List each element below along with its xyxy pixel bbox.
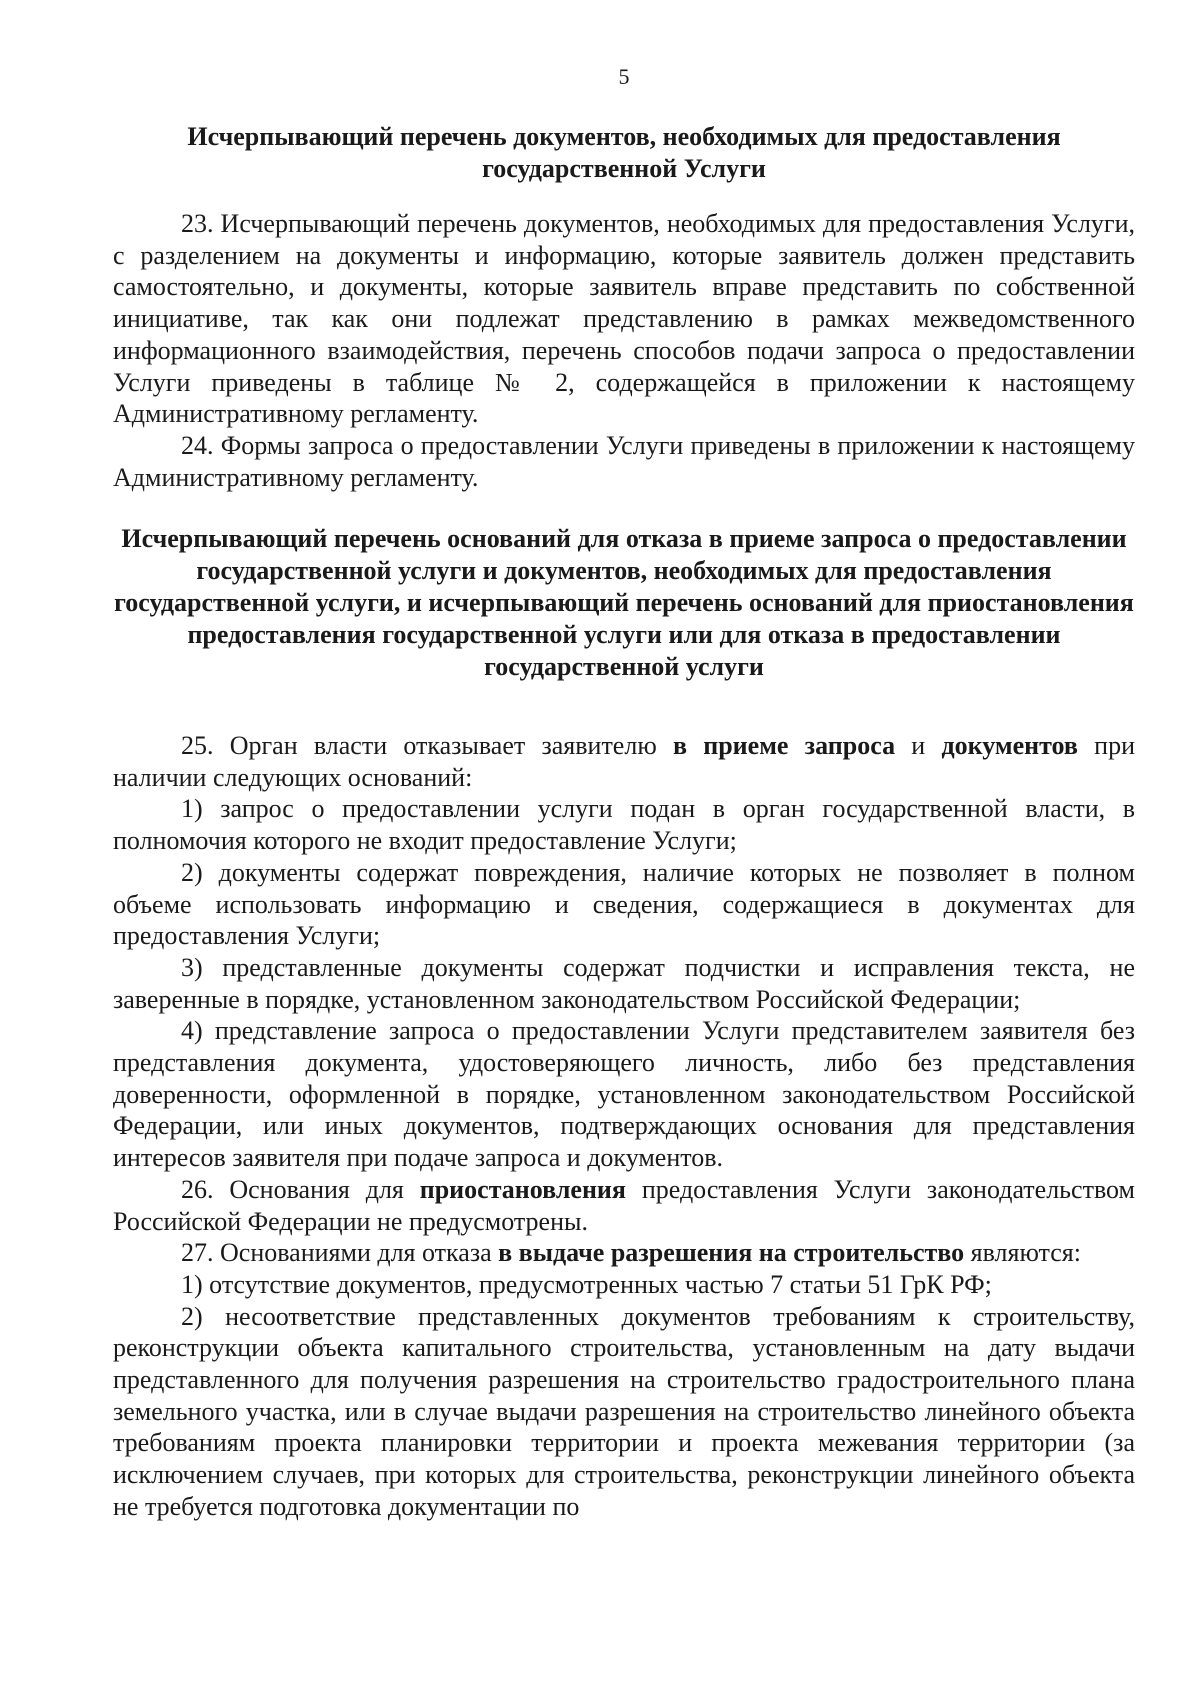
paragraph-25: 25. Орган власти отказывает заявителю в приеме запроса и документов при наличии следующих оснований:: [113, 731, 1135, 792]
paragraph-26: 26. Основания для приостановления предоставления Услуги законодательством Российской Федерации не предусмотрены.: [113, 1174, 1135, 1236]
paragraph-25-item-3: 3) представленные документы содержат подчистки и исправления текста, не заверенные в порядке, установленном законодательством Российской Федерации;: [113, 952, 1135, 1014]
paragraph-27-item-2: 2) несоответствие представленных документов требованиям к строительству, реконструкции объекта капитального строительства, установленным на дату выдачи представленного для получения разрешения на строительство градостроительного плана земельного участка, или в случае выдачи разрешения на строительство линейного объекта требованиям проекта планировки территории и проекта межевания территории (за исключением случаев, при которых для строительства, реконструкции линейного объекта не требуется подготовка документации по: [113, 1301, 1135, 1521]
paragraph-25-item-4: 4) представление запроса о предоставлении Услуги представителем заявителя без представления документа, удостоверяющего личность, либо без представления доверенности, оформленной в порядке, установленном законодательством Российской Федерации, или иных документов, подтверждающих основания для представления интересов заявителя при подаче запроса и документов.: [113, 1016, 1135, 1173]
page-number: 5: [618, 64, 630, 89]
section-heading-refusal-grounds: Исчерпывающий перечень оснований для отказа в приеме запроса о предоставлении государственной услуги и документов, необходимых для предоставления государственной услуги, и исчерпывающий перечень оснований для приостановления предоставления государственной услуги или для отказа в предоставлении государственной услуги: [114, 524, 1134, 681]
paragraph-25-item-1: 1) запрос о предоставлении услуги подан в орган государственной власти, в полномочия которого не входит предоставление Услуги;: [113, 794, 1135, 856]
paragraph-27: 27. Основаниями для отказа в выдаче разрешения на строительство являются:: [181, 1238, 1081, 1268]
section-heading-documents: Исчерпывающий перечень документов, необходимых для предоставления государственной Услуги: [187, 122, 1061, 183]
section-body-refusal-grounds: [113, 730, 1135, 1523]
paragraph-25-item-2: 2) документы содержат повреждения, наличие которых не позволяет в полном объеме использовать информацию и сведения, содержащиеся в документах для предоставления Услуги;: [113, 857, 1135, 951]
paragraph-23: 23. Исчерпывающий перечень документов, необходимых для предоставления Услуги, с разделением на документы и информацию, которые заявитель должен представить самостоятельно, и документы, которые заявитель вправе представить по собственной инициативе, так как они подлежат представлению в рамках межведомственного информационного взаимодействия, перечень способов подачи запроса о предоставлении Услуги приведены в таблице № 2, содержащейся в приложении к настоящему Административному регламенту.: [113, 209, 1135, 429]
paragraph-24: 24. Формы запроса о предоставлении Услуги приведены в приложении к настоящему Административному регламенту.: [113, 430, 1135, 492]
section-body-documents: [113, 208, 1135, 493]
paragraph-27-item-1: 1) отсутствие документов, предусмотренных частью 7 статьи 51 ГрК РФ;: [181, 1269, 992, 1299]
